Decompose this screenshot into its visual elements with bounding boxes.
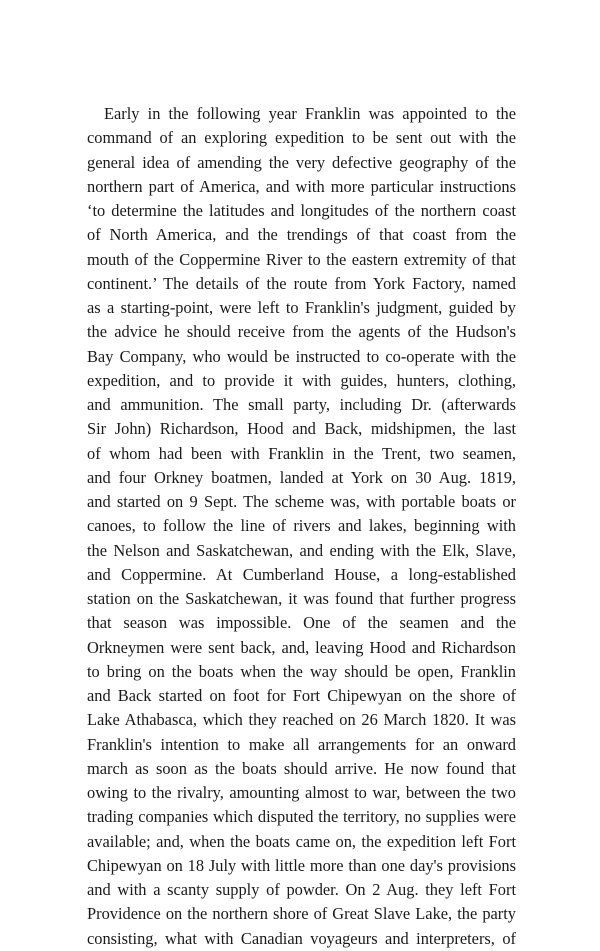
- text-line: and started on 9 Sept. The scheme was, with portable boats or: [87, 492, 516, 511]
- text-line: command of an exploring expedition to be sent out with the: [87, 128, 516, 148]
- text-line: mouth of the Coppermine River to the eastern extremity of that: [87, 249, 516, 269]
- text-line: march as soon as the boats should arrive. He now found that: [87, 758, 516, 778]
- text-line: and four Orkney boatmen, landed at York on 30 Aug. 1819,: [87, 467, 516, 487]
- text-line: available; and, when the boats came on, the expedition left Fort: [87, 831, 516, 851]
- body-text: [87, 102, 516, 951]
- text-line: of whom had been with Franklin in the Trent, two seamen,: [87, 443, 516, 463]
- text-line: as a starting-point, were left to Franklin's judgment, guided by: [87, 298, 516, 317]
- text-line: expedition, and to provide it with guides, hunters, clothing,: [87, 370, 516, 390]
- text-line: Sir John) Richardson, Hood and Back, midshipmen, the last: [87, 419, 516, 439]
- text-line: canoes, to follow the line of rivers and lakes, beginning with: [87, 516, 516, 536]
- text-line: and ammunition. The small party, including Dr. (afterwards: [87, 395, 516, 414]
- text-line: Chipewyan on 18 July with little more than one day's provisions: [87, 855, 516, 875]
- text-line: of North America, and the trendings of that coast from the: [87, 225, 516, 245]
- text-line: general idea of amending the very defective geography of the: [87, 152, 516, 172]
- text-line: and Coppermine. At Cumberland House, a long-established: [87, 564, 516, 584]
- text-line: Early in the following year Franklin was appointed to the: [104, 104, 516, 123]
- text-line: northern part of America, and with more particular instructions: [87, 176, 516, 196]
- text-line: that season was impossible. One of the seamen and the: [87, 613, 516, 633]
- text-line: consisting, what with Canadian voyageurs and interpreters, of: [87, 928, 516, 948]
- text-line: Franklin's intention to make all arrangements for an onward: [87, 734, 516, 754]
- text-line: the advice he should receive from the agents of the Hudson's: [87, 322, 516, 342]
- text-line: Bay Company, who would be instructed to co-operate with the: [87, 346, 516, 366]
- text-line: trading companies which disputed the territory, no supplies were: [87, 807, 516, 827]
- text-line: Orkneymen were sent back, and, leaving Hood and Richardson: [87, 637, 516, 657]
- text-line: station on the Saskatchewan, it was found that further progress: [87, 589, 516, 608]
- text-line: owing to the rivalry, amounting almost to war, between the two: [87, 783, 516, 802]
- text-line: to bring on the boats when the way should be open, Franklin: [87, 661, 516, 681]
- text-line: continent.’ The details of the route from York Factory, named: [87, 273, 516, 293]
- text-line: and Back started on foot for Fort Chipewyan on the shore of: [87, 686, 516, 705]
- text-line: Lake Athabasca, which they reached on 26 March 1820. It was: [87, 710, 516, 730]
- text-line: the Nelson and Saskatchewan, and ending with the Elk, Slave,: [87, 540, 516, 560]
- text-line: and with a scanty supply of powder. On 2 Aug. they left Fort: [87, 880, 516, 899]
- text-line: Providence on the northern shore of Great Slave Lake, the party: [87, 904, 516, 924]
- text-line: ‘to determine the latitudes and longitudes of the northern coast: [87, 201, 516, 220]
